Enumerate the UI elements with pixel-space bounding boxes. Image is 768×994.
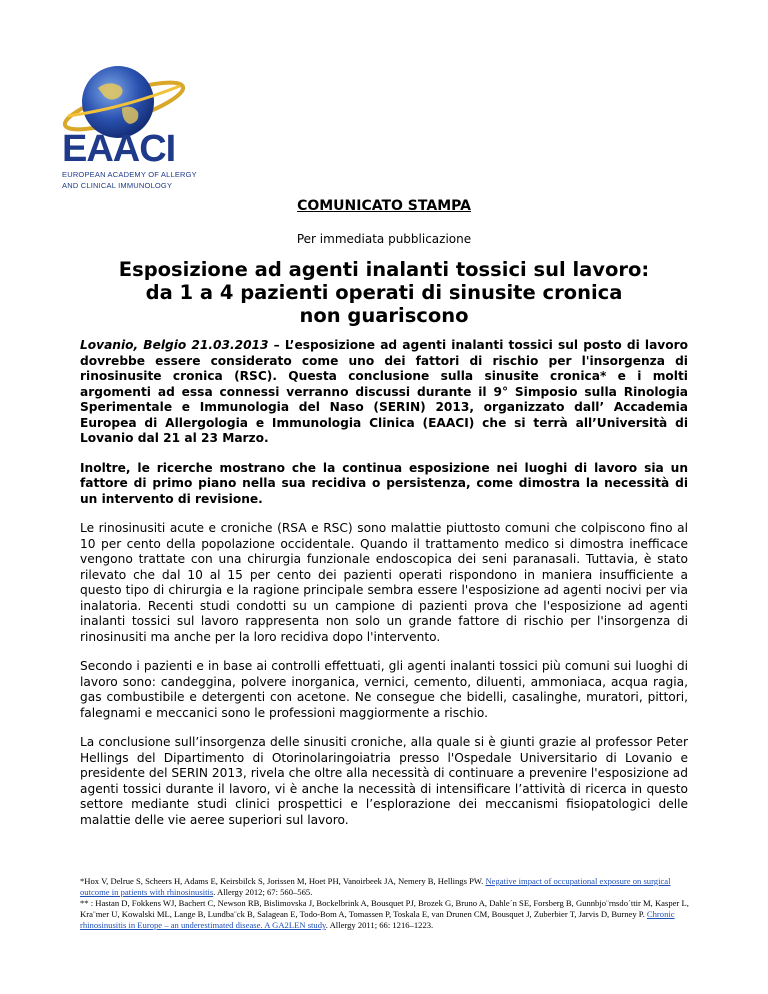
paragraph-5: La conclusione sull’insorgenza delle sinusiti croniche, alla quale si è giunti grazie al professor Peter Hellings del Dipartimento di Otorinolaringoiatria presso l'Ospedale Universitario di Lovanio e presidente del SERIN 2013, rivela che oltre alla necessità di continuare a prevenire l'esposizione ad agenti tossici durante il lavoro, vi è anche la necessità di intensificare l’attività di ricerca in questo settore mediante studi clinici prospettici e l’esplorazione dei meccanismi fisiopatologici delle malattie delle vie aeree superiori sul lavoro. [80,735,688,827]
lead-paragraph [80,338,688,447]
footnote-1-authors: *Hox V, Delrue S, Scheers H, Adams E, Keirsbilck S, Jorissen M, Hoet PH, Vanoirbeek JA, Nemery B, Hellings PW. [80,876,486,886]
footnote-1-source: . Allergy 2012; 67: 560–565. [213,887,313,897]
dateline: Lovanio, Belgio 21.03.2013 [80,338,269,352]
brand-subtitle-line2: AND CLINICAL IMMUNOLOGY [62,181,173,190]
title-line-2: da 1 a 4 pazienti operati di sinusite cronica [145,281,623,304]
footnote-2-authors: ** : Hastan D, Fokkens WJ, Bachert C, Newson RB, Bislimovska J, Bockelbrink A, Bousquet PJ, Brozek G, Bruno A, Dahle´n SE, Forsberg B, Gunnbjo¨rnsdo´ttir M, Kasper L, Kra¨mer U, Kowalski ML, Lange B, Lundba¨ck B, Salagean E, Todo-Bom A, Tomassen P, Toskala E, van Drunen CM, Bousquet J, Zuberbier T, Jarvis D, Burney P. [80,898,689,919]
release-note: Per immediata pubblicazione [296,232,472,246]
title-line-3: non guariscono [299,304,469,327]
paragraph-2: Inoltre, le ricerche mostrano che la continua esposizione nei luoghi di lavoro sia un fattore di primo piano nella sua recidiva o persistenza, come dimostra la necessità di un intervento di revisione. [80,460,688,506]
paragraph-4: Secondo i pazienti e in base ai controlli effettuati, gli agenti inalanti tossici più comuni sui luoghi di lavoro sono: candeggina, polvere inorganica, vernici, cemento, diluenti, ammoniaca, acqua ragia, gas combustibile e detergenti con acetone. Ne consegue che bidelli, casalinghe, muratori, pittori, falegnami e meccanici sono le professioni maggiormente a rischio. [80,659,688,720]
article-body [80,338,688,842]
lead-text: – L’esposizione ad agenti inalanti tossici sul posto di lavoro dovrebbe essere considerato come uno dei fattori di rischio per l'insorgenza di rinosinusite cronica (RSC). Questa conclusione sulla sinusite cronica* e i molti argomenti ad essa connessi verranno discussi durante il 9° Simposio sulla Rinologia Sperimentale e Immunologia del Naso (SERIN) 2013, organizzato dall’ Accademia Europea di Allergologia e Immunologia Clinica (EAACI) che si terrà all’Università di Lovanio dal 21 al 23 Marzo. [80,338,688,445]
press-release-label: COMUNICATO STAMPA [297,198,471,214]
footnote-1-link[interactable]: Negative impact of occupational exposure on surgical outcome in patients with rhinosinusitis [80,876,671,897]
page-title [100,258,668,327]
footnote-2-link[interactable]: Chronic rhinosinusitis in Europe – an underestimated disease. A GA2LEN study [80,909,675,930]
footnotes [80,876,692,931]
footnote-2-source: . Allergy 2011; 66: 1216–1223. [325,920,434,930]
footnote-1 [80,876,692,898]
brand-block [62,130,197,190]
brand-name: EAACI [62,128,176,170]
title-line-1: Esposizione ad agenti inalanti tossici sul lavoro: [118,258,650,281]
footnote-2 [80,898,692,931]
paragraph-3: Le rinosinusiti acute e croniche (RSA e RSC) sono malattie piuttosto comuni che colpiscono fino al 10 per cento della popolazione occidentale. Quando il trattamento medico si dimostra inefficace vengono trattate con una chirurgia funzionale endoscopica dei seni paranasali. Tuttavia, è stato rilevato che dal 10 al 15 per cento dei pazienti operati rispondono in maniera insufficiente a questo tipo di chirurgia e la ragione principale sembra essere l'esposizione ad agenti nocivi per via inalatoria. Recenti studi condotti su un campione di pazienti prova che l'esposizione ad agenti inalanti tossici sul lavoro rappresenta non solo un grande fattore di rischio per l'insorgenza di rinosinusiti ma anche per la loro recidiva dopo l'intervento. [80,521,688,644]
brand-subtitle-line1: EUROPEAN ACADEMY OF ALLERGY [62,170,197,179]
